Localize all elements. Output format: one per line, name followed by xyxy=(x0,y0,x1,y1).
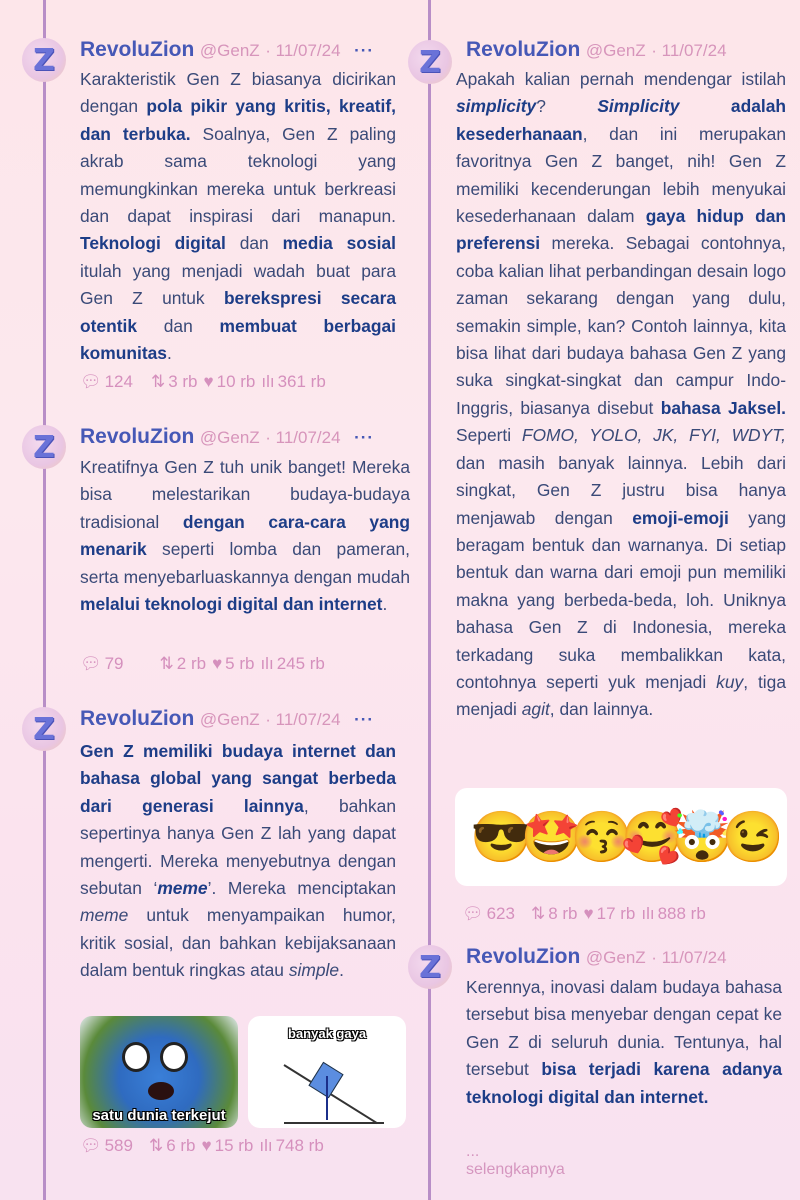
like-button[interactable]: ♥ 17 rb xyxy=(583,904,636,923)
views-button[interactable]: ılı 888 rb xyxy=(641,904,706,923)
views-button[interactable]: ılı 748 rb xyxy=(259,1136,324,1155)
heart-icon: ♥ xyxy=(201,1136,212,1155)
post-date: · 11/07/24 xyxy=(265,710,341,729)
avatar[interactable]: Z xyxy=(408,945,452,989)
avatar[interactable]: Z xyxy=(22,38,66,82)
post-stats xyxy=(80,372,326,392)
author-name[interactable]: RevoluZion xyxy=(80,707,195,730)
image-caption: satu dunia terkejut xyxy=(92,1107,226,1124)
meme-image-physics[interactable] xyxy=(248,1016,406,1128)
post-header xyxy=(80,38,374,63)
reply-button[interactable]: 💬︎ 589 xyxy=(80,1136,133,1155)
post-body: Gen Z memiliki budaya internet dan bahasa global yang sangat berbeda dari generasi lainnya, bahkan sepertinya hanya Gen Z lah yang dapat mengerti. Mereka menyebutnya dengan sebutan ‘meme’. Mereka menciptakan meme untuk menyampaikan humor, kritik sosial, dan bahkan kebijaksanaan dalam bentuk ringkas atau simple. xyxy=(80,741,396,981)
post-header xyxy=(80,707,374,732)
author-name[interactable]: RevoluZion xyxy=(80,425,195,448)
author-handle[interactable]: @GenZ xyxy=(585,948,646,967)
repost-button[interactable]: ⇅ 6 rb xyxy=(148,1136,196,1155)
more-options-icon[interactable]: ··· xyxy=(354,710,375,729)
repost-button[interactable]: ⇅ 2 rb xyxy=(159,654,207,673)
post-stats xyxy=(80,654,325,674)
reply-button[interactable]: 💬︎ 124 xyxy=(80,372,133,391)
views-chart-icon: ılı xyxy=(641,904,655,923)
post-header xyxy=(466,945,727,970)
post-body: Karakteristik Gen Z biasanya dicirikan dengan pola pikir yang kritis, kreatif, dan terbuka. Soalnya, Gen Z paling akrab sama teknologi yang memungkinkan mereka untuk berkreasi dan dapat inspirasi dari manapun. Teknologi digital dan media sosial itulah yang menjadi wadah buat para Gen Z untuk berekspresi secara otentik dan membuat berbagai komunitas. xyxy=(80,69,397,364)
avatar[interactable]: Z xyxy=(22,425,66,469)
comment-icon: 💬︎ xyxy=(80,654,102,673)
thread-line-right xyxy=(428,0,431,1200)
post-body: Apakah kalian pernah mendengar istilah simplicity? Simplicity adalah kesederhanaan, dan ini merupakan favoritnya Gen Z banget, nih! Gen Z memiliki kecenderungan lebih menyukai kesederhanaan dalam gaya hidup dan preferensi mereka. Sebagai contohnya, coba kalian lihat perbandingan desain logo zaman sekarang dengan yang dulu, semakin simple, kan? Contoh lainnya, kita bisa lihat dari budaya bahasa Gen Z yang suka singkat-singkat dan campur Indo-Inggris, biasanya disebut bahasa Jaksel. Seperti FOMO, YOLO, JK, FYI, WDYT, dan masih banyak lainnya. Lebih dari singkat, Gen Z justru bisa hanya menjawab dengan emoji-emoji yang beragam bentuk dan warnanya. Di setiap bentuk dan warna dari emoji pun memiliki makna yang berbeda-beda, loh. Uniknya bahasa Gen Z di Indonesia, mereka terkadang suka membalikkan kata, contohnya seperti yuk menjadi kuy, tiga menjadi agit, dan lainnya. xyxy=(456,69,787,720)
reply-button[interactable]: 💬︎ 79 xyxy=(80,654,124,673)
author-handle[interactable]: @GenZ xyxy=(199,428,260,447)
author-name[interactable]: RevoluZion xyxy=(466,945,581,968)
author-handle[interactable]: @GenZ xyxy=(585,41,646,60)
avatar[interactable]: Z xyxy=(22,707,66,751)
repost-icon: ⇅ xyxy=(148,1136,164,1155)
post-date: · 11/07/24 xyxy=(651,41,727,60)
author-name[interactable]: RevoluZion xyxy=(466,38,581,61)
thread-line-left xyxy=(43,0,46,1200)
author-name[interactable]: RevoluZion xyxy=(80,38,195,61)
like-button[interactable]: ♥ 5 rb xyxy=(212,654,255,673)
post-header xyxy=(80,425,374,450)
post-stats xyxy=(462,904,706,924)
views-button[interactable]: ılı 361 rb xyxy=(261,372,326,391)
views-chart-icon: ılı xyxy=(260,654,274,673)
heart-icon: ♥ xyxy=(583,904,594,923)
views-button[interactable]: ılı 245 rb xyxy=(260,654,325,673)
show-more-link[interactable]: ... selengkapnya xyxy=(466,1143,565,1178)
repost-icon: ⇅ xyxy=(159,654,174,673)
more-options-icon[interactable]: ··· xyxy=(354,428,375,447)
repost-icon: ⇅ xyxy=(150,372,166,391)
post-body: Kreatifnya Gen Z tuh unik banget! Mereka bisa melestarikan budaya-budaya tradisional dengan cara-cara yang menarik seperti lomba dan pameran, serta menyebarluaskannya dengan mudah melalui teknologi digital dan internet. xyxy=(80,457,410,615)
like-button[interactable]: ♥ 15 rb xyxy=(201,1136,254,1155)
meme-image-earth[interactable] xyxy=(80,1016,238,1128)
post-stats xyxy=(80,1136,324,1156)
comment-icon: 💬︎ xyxy=(462,904,484,923)
image-caption: banyak gaya xyxy=(288,1026,367,1041)
like-button[interactable]: ♥ 10 rb xyxy=(203,372,256,391)
views-chart-icon: ılı xyxy=(261,372,275,391)
reply-button[interactable]: 💬︎ 623 xyxy=(462,904,515,923)
repost-button[interactable]: ⇅ 8 rb xyxy=(530,904,578,923)
repost-button[interactable]: ⇅ 3 rb xyxy=(150,372,198,391)
post-header xyxy=(466,38,727,63)
emoji-image[interactable]: 😎🤩😚🥰🤯😉 xyxy=(455,788,787,886)
author-handle[interactable]: @GenZ xyxy=(199,41,260,60)
post-date: · 11/07/24 xyxy=(265,41,341,60)
more-options-icon[interactable]: ··· xyxy=(354,41,375,60)
heart-icon: ♥ xyxy=(203,372,214,391)
post-date: · 11/07/24 xyxy=(651,948,727,967)
comment-icon: 💬︎ xyxy=(80,372,102,391)
post-date: · 11/07/24 xyxy=(265,428,341,447)
avatar[interactable]: Z xyxy=(408,40,452,84)
heart-icon: ♥ xyxy=(212,654,223,673)
author-handle[interactable]: @GenZ xyxy=(199,710,260,729)
comment-icon: 💬︎ xyxy=(80,1136,102,1155)
views-chart-icon: ılı xyxy=(259,1136,273,1155)
post-body: Kerennya, inovasi dalam budaya bahasa tersebut bisa menyebar dengan cepat ke Gen Z di seluruh dunia. Tentunya, hal tersebut bisa terjadi karena adanya teknologi digital dan internet. xyxy=(466,977,783,1107)
repost-icon: ⇅ xyxy=(530,904,546,923)
